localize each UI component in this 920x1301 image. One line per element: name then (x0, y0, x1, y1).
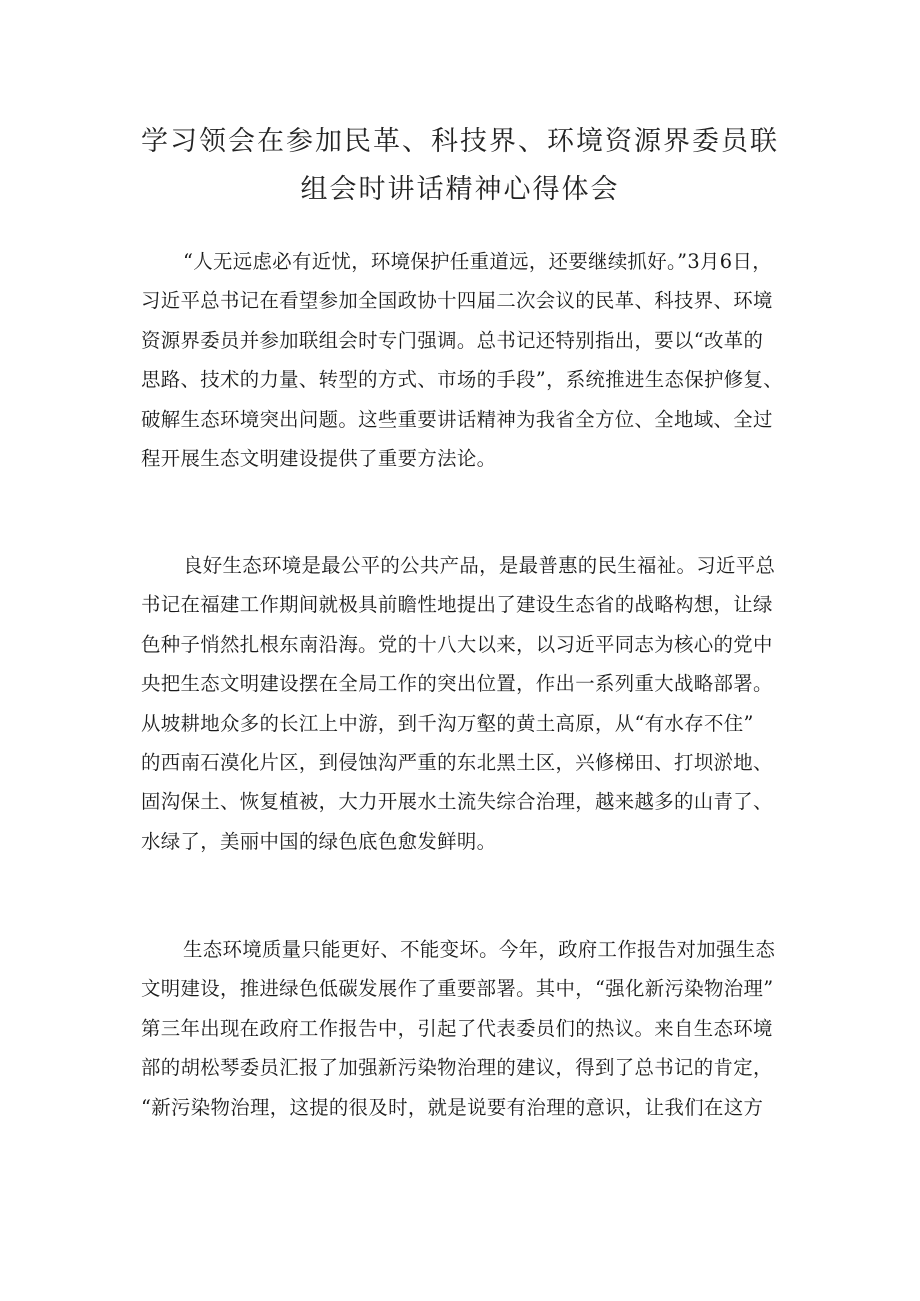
paragraph-line: 央把生态文明建设摆在全局工作的突出位置，作出一系列重大战略部署。 (141, 672, 773, 696)
paragraph-line: 破解生态环境突出问题。这些重要讲话精神为我省全方位、全地域、全过 (141, 407, 773, 431)
paragraph-3 (141, 930, 791, 1127)
paragraph-line: 部的胡松琴委员汇报了加强新污染物治理的建议，得到了总书记的肯定， (141, 1056, 773, 1080)
document-title (120, 118, 800, 214)
paragraph-line: 固沟保土、恢复植被，大力开展水土流失综合治理，越来越多的山青了、 (141, 790, 773, 814)
paragraph-line: 从坡耕地众多的长江上中游，到千沟万壑的黄土高原，从“有水存不住” (141, 711, 754, 735)
paragraph-line: 生态环境质量只能更好、不能变坏。今年，政府工作报告对加强生态 (183, 938, 776, 961)
paragraph-line: 思路、技术的力量、转型的方式、市场的手段”，系统推进生态保护修复、 (141, 368, 783, 392)
paragraph-line: 色种子悄然扎根东南沿海。党的十八大以来，以习近平同志为核心的党中 (141, 632, 773, 656)
paragraph-line: 良好生态环境是最公平的公共产品，是最普惠的民生福祉。习近平总 (183, 554, 776, 577)
title-line-2: 组会时讲话精神心得体会 (300, 174, 620, 205)
paragraph-line: 水绿了，美丽中国的绿色底色愈发鲜明。 (141, 829, 497, 853)
paragraph-line: 第三年出现在政府工作报告中，引起了代表委员们的热议。来自生态环境 (141, 1016, 773, 1040)
paragraph-line: 文明建设，推进绿色低碳发展作了重要部署。其中，“强化新污染物治理” (141, 977, 774, 1001)
paragraph-line: 资源界委员并参加联组会时专门强调。总书记还特别指出，要以“改革的 (141, 328, 764, 352)
paragraph-line: 书记在福建工作期间就极具前瞻性地提出了建设生态省的战略构想，让绿 (141, 593, 773, 617)
paragraph-line: “新污染物治理，这提的很及时，就是说要有治理的意识，让我们在这方 (141, 1095, 764, 1119)
paragraph-2 (141, 546, 791, 861)
paragraph-line: 习近平总书记在看望参加全国政协十四届二次会议的民革、科技界、环境 (141, 289, 773, 313)
paragraph-line: 程开展生态文明建设提供了重要方法论。 (141, 446, 497, 470)
paragraph-1 (141, 242, 791, 478)
title-line-1: 学习领会在参加民革、科技界、环境资源界委员联 (141, 126, 779, 157)
paragraph-line: “人无远虑必有近忧，环境保护任重道远，还要继续抓好。”3月6日， (183, 250, 772, 273)
paragraph-line: 的西南石漠化片区，到侵蚀沟严重的东北黑土区，兴修梯田、打坝淤地、 (141, 750, 773, 774)
